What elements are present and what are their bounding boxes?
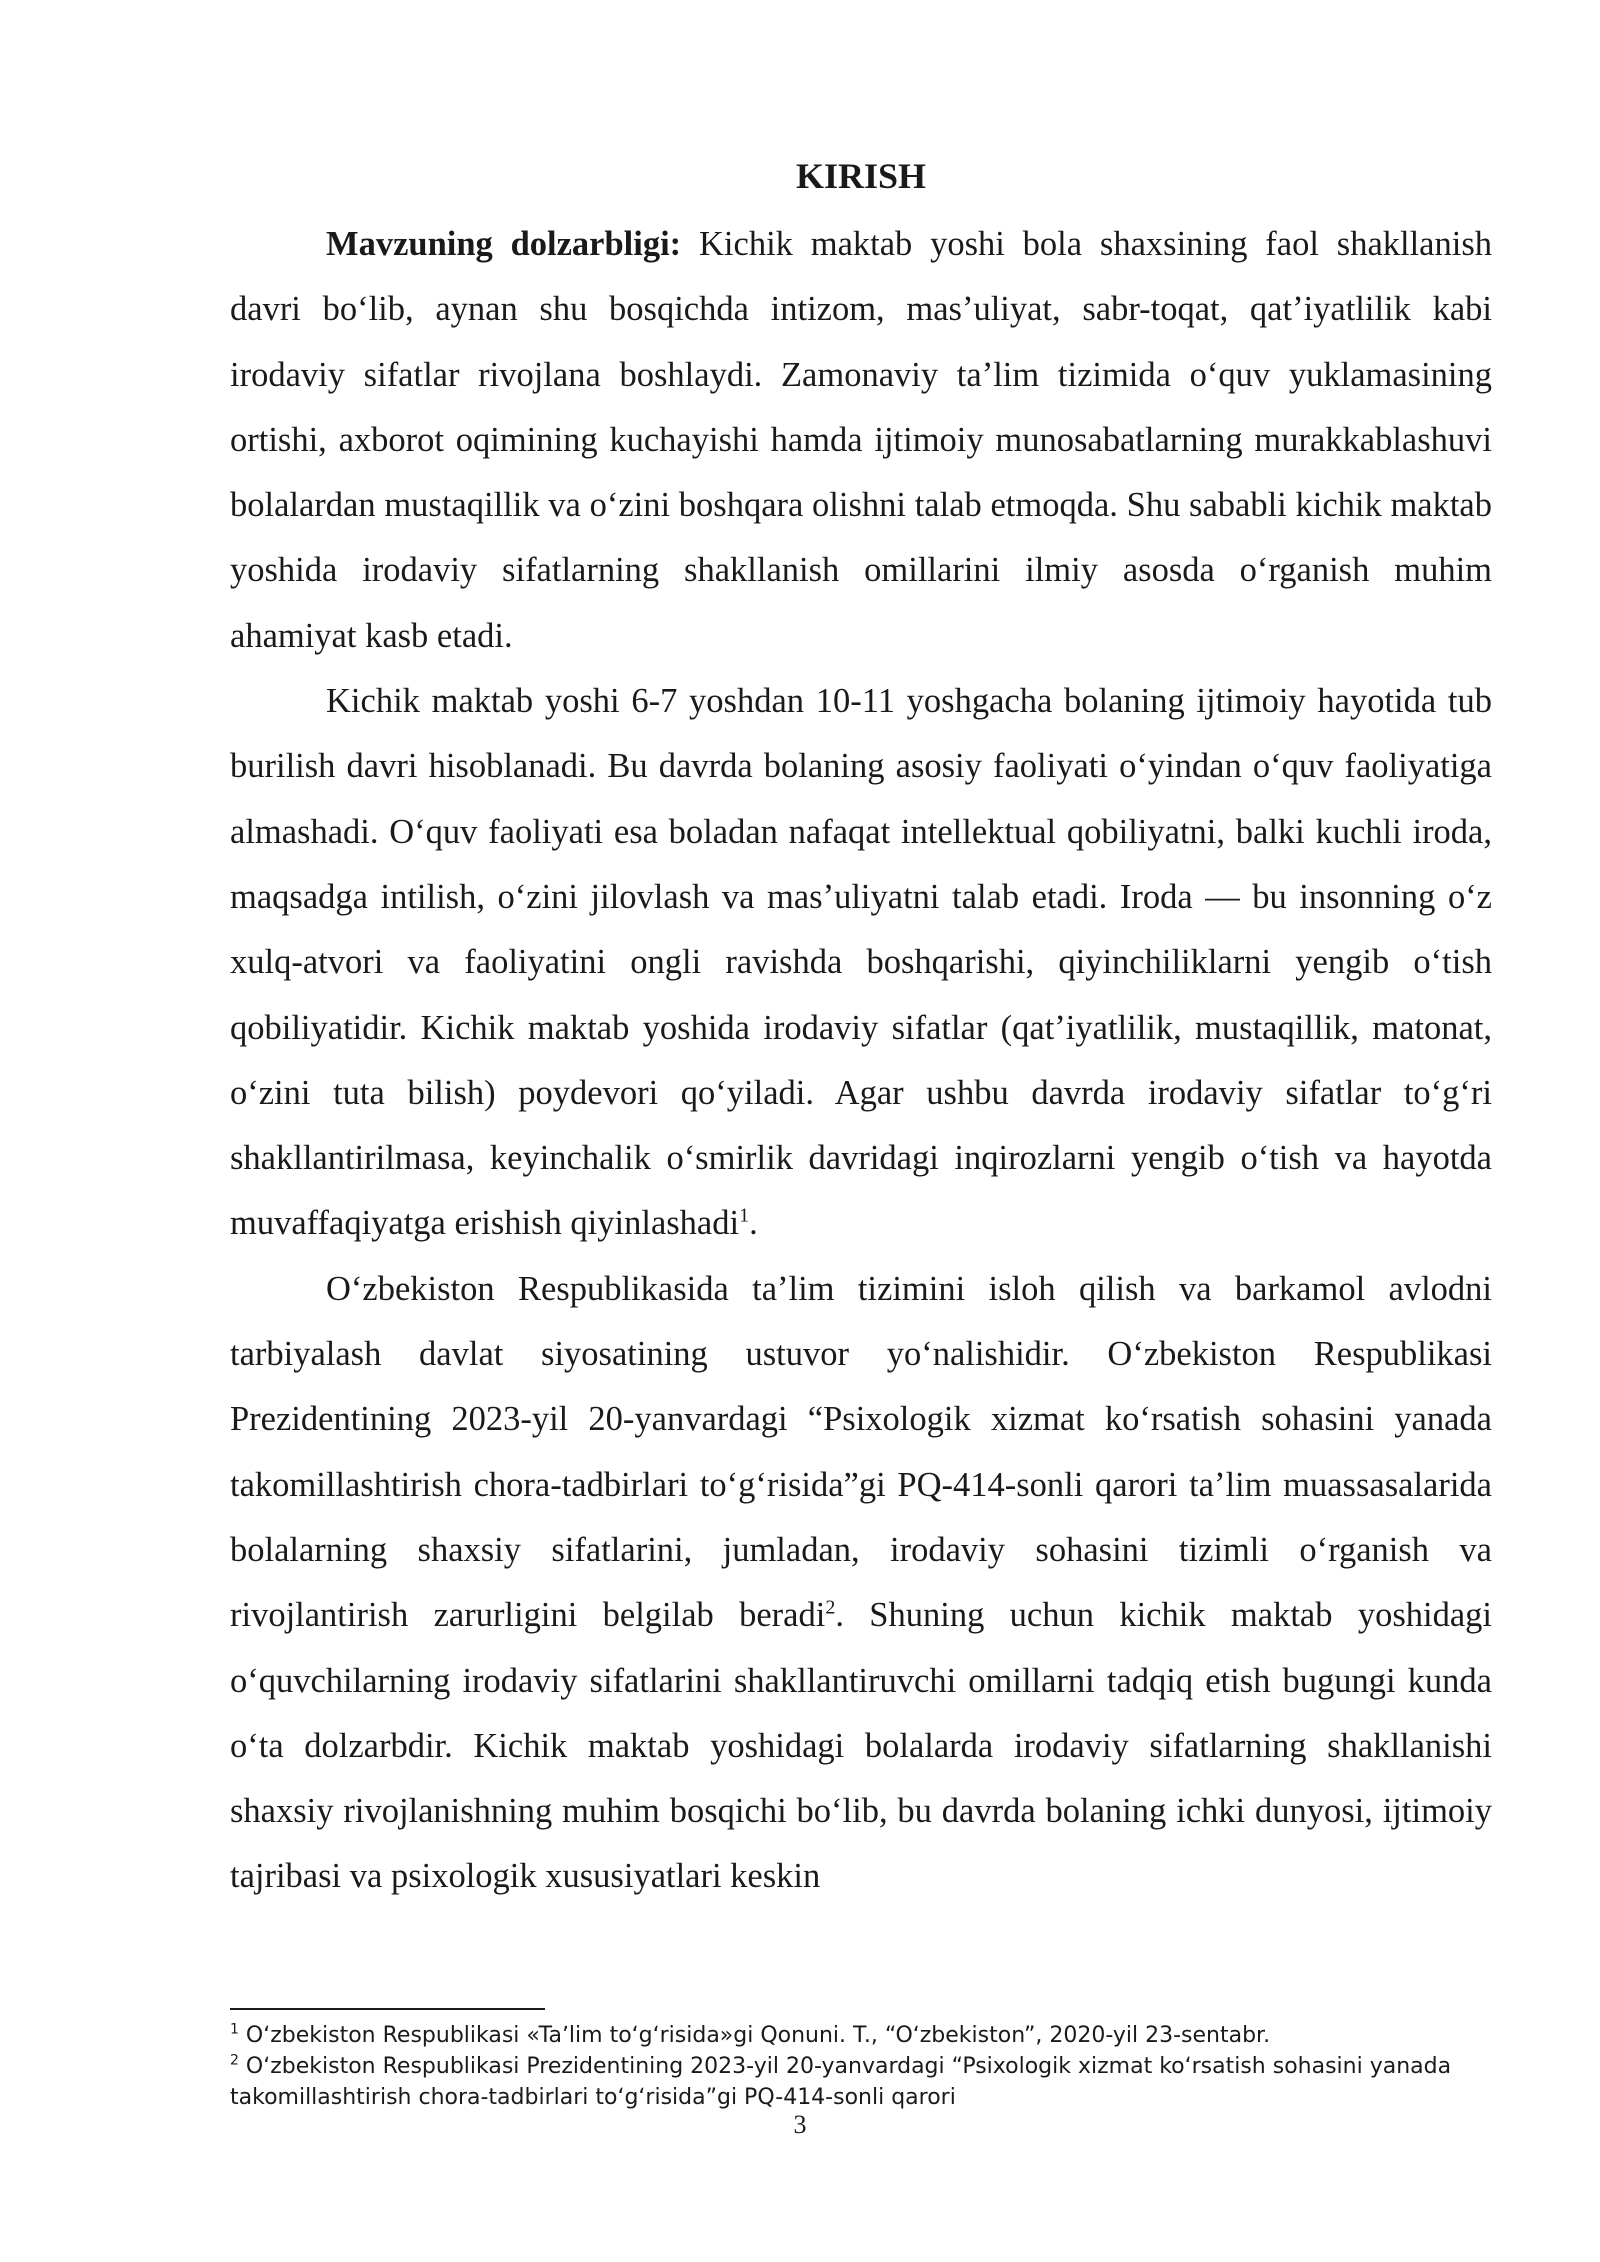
footnote-ref-2[interactable]: 2 <box>825 1596 836 1619</box>
page-body <box>230 148 1492 1910</box>
footnote-2-text: Oʻzbekiston Respublikasi Prezidentining 2023-yil 20-yanvardagi “Psixologik xizmat koʻrsatish sohasini yanada takomillashtirish chora-tadbirlari toʻgʻrisida”gi PQ-414-sonli qarori <box>230 2054 1452 2110</box>
policy-text-a: Oʻzbekiston Respublikasida taʼlim tizimini isloh qilish va barkamol avlodni tarbiyalash davlat siyosatining ustuvor yoʻnalishidir. Oʻzbekiston Respublikasi Prezidentining 2023-yil 20-yanvardagi “Psixologik xizmat koʻrsatish sohasini yanada takomillashtirish chora-tadbirlari toʻgʻrisida”gi PQ-414-sonli qarori taʼlim muassasalarida bolalarning shaxsiy sifatlarini, jumladan, irodaviy sohasini tizimli oʻrganish va rivojlantirish zarurligini belgilab beradi <box>230 1269 1492 1635</box>
relevance-text: Kichik maktab yoshi bola shaxsining faol shakllanish davri boʻlib, aynan shu bosqichda intizom, masʼuliyat, sabr-toqat, qatʼiyatlilik kabi irodaviy sifatlar rivojlana boshlaydi. Zamonaviy taʼlim tizimida oʻquv yuklamasining ortishi, axborot oqimining kuchayishi hamda ijtimoiy munosabatlarning murakkablashuvi bolalardan mustaqillik va oʻzini boshqara olishni talab etmoqda. Shu sababli kichik maktab yoshida irodaviy sifatlarning shakllanish omillarini ilmiy asosda oʻrganish muhim ahamiyat kasb etadi. <box>230 225 1493 655</box>
footnote-1-text: Oʻzbekiston Respublikasi «Taʼlim toʻgʻrisida»gi Qonuni. T., “Oʻzbekiston”, 2020-yil 23-sentabr. <box>238 2023 1271 2048</box>
page-number: 3 <box>793 2110 807 2139</box>
paragraph-relevance <box>230 212 1492 669</box>
age-period-text: Kichik maktab yoshi 6-7 yoshdan 10-11 yoshgacha bolaning ijtimoiy hayotida tub burilish davri hisoblanadi. Bu davrda bolaning asosiy faoliyati oʻyindan oʻquv faoliyatiga almashadi. Oʻquv faoliyati esa boladan nafaqat intellektual qobiliyatni, balki kuchli iroda, maqsadga intilish, oʻzini jilovlash va masʼuliyatni talab etadi. Iroda — bu insonning oʻz xulq-atvori va faoliyatini ongli ravishda boshqarishi, qiyinchiliklarni yengib oʻtish qobiliyatidir. Kichik maktab yoshida irodaviy sifatlar (qatʼiyatlilik, mustaqillik, matonat, oʻzini tuta bilish) poydevori qoʻyiladi. Agar ushbu davrda irodaviy sifatlar toʻgʻri shakllantirilmasa, keyinchalik oʻsmirlik davridagi inqirozlarni yengib oʻtish va hayotda muvaffaqiyatga erishish qiyinlashadi <box>230 682 1492 1243</box>
footnote-divider <box>230 2008 545 2010</box>
footnote-1 <box>230 2020 1492 2051</box>
footnote-2-number: 2 <box>230 2052 239 2069</box>
footnote-ref-1[interactable]: 1 <box>739 1204 750 1227</box>
age-period-end: . <box>749 1204 758 1243</box>
page-title: KIRISH <box>795 156 927 196</box>
footnotes <box>230 2008 1492 2113</box>
relevance-lead: Mavzuning dolzarbligi: <box>326 225 682 263</box>
footnote-1-number: 1 <box>230 2021 239 2038</box>
paragraph-age-period <box>230 669 1492 1257</box>
footnote-2 <box>230 2051 1492 2113</box>
paragraph-policy <box>230 1257 1492 1910</box>
policy-text-b: . Shuning uchun kichik maktab yoshidagi oʻquvchilarning irodaviy sifatlarini shakllantiruvchi omillarni tadqiq etish bugungi kunda oʻta dolzarbdir. Kichik maktab yoshidagi bolalarda irodaviy sifatlarning shakllanishi shaxsiy rivojlanishning muhim bosqichi boʻlib, bu davrda bolaning ichki dunyosi, ijtimoiy tajribasi va psixologik xususiyatlari keskin <box>230 1596 1492 1896</box>
